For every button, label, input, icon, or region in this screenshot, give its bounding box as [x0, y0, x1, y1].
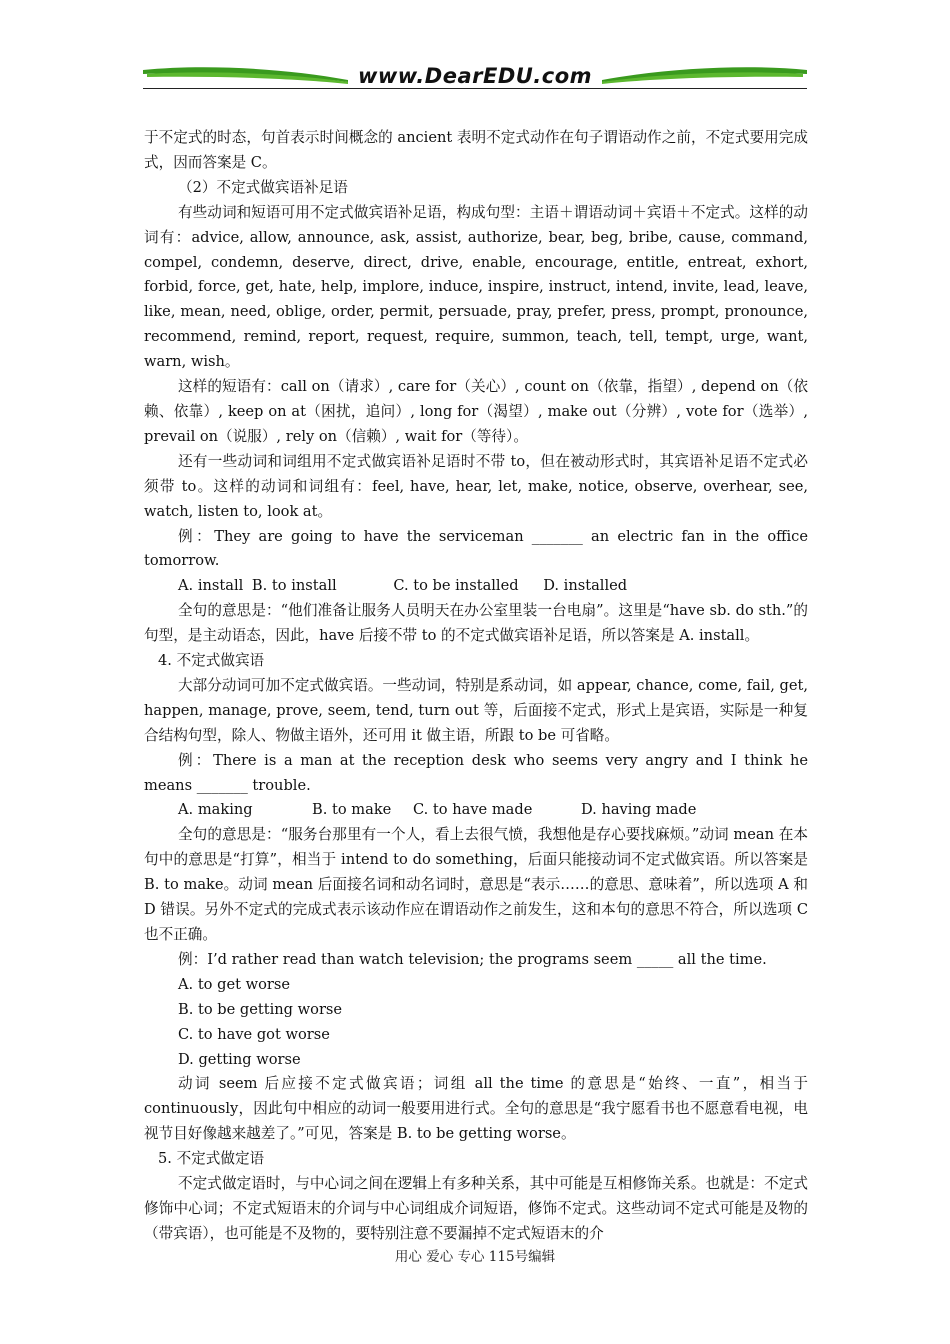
paragraph: 这样的短语有：call on（请求）, care for（关心）, count on（依靠，指望）, depend on（依赖、依靠）, keep on at（困扰，追问）, long for（渴望）, make out（分辨）, vote for（选举）, prevail on（说服）, rely on（信赖）, wait for（等待）。 — [144, 378, 808, 445]
paragraph: 动词 seem 后应接不定式做宾语；词组 all the time 的意思是“始终、一直”，相当于 continuously，因此句中相应的动词一般要用进行式。全句的意思是“我宁愿看书也不愿意看电视，电视节目好像越来越差了。”可见，答案是 B. to be getting worse。 — [144, 1075, 808, 1143]
paragraph: 全句的意思是：“他们准备让服务人员明天在办公室里装一台电扇”。这里是“have sb. do sth.”的句型，是主动语态，因此，have 后接不带 to 的不定式做宾语补足语，所以答案是 A. install。 — [144, 602, 808, 645]
paragraph: 还有一些动词和词组用不定式做宾语补足语时不带 to，但在被动形式时，其宾语补足语不定式必须带 to。这样的动词和词组有：feel, have, hear, let, make, notice, observe, overhear, see, watch, listen to, look at。 — [144, 452, 808, 520]
site-logo-text: www.DearEDU.com — [357, 64, 593, 88]
option-b: B. to be getting worse — [178, 1000, 343, 1018]
option-d: D. having made — [581, 801, 697, 819]
page-header — [143, 62, 807, 94]
paragraph: 不定式做定语时，与中心词之间在逻辑上有多种关系，其中可能是互相修饰关系。也就是：不定式修饰中心词；不定式短语末的介词与中心词组成介词短语，修饰不定式。这些动词不定式可能是及物的（带宾语），也可能是不及物的，要特别注意不要漏掉不定式短语末的介 — [144, 1175, 808, 1242]
option-a: A. install — [178, 577, 244, 595]
option-d: D. installed — [543, 577, 628, 595]
answer-options — [144, 798, 808, 823]
document-body — [144, 126, 808, 1247]
option-d: D. getting worse — [178, 1050, 301, 1068]
section-heading: 5. 不定式做定语 — [158, 1150, 265, 1168]
page-footer: 用心 爱心 专心 115号编辑 — [394, 1249, 556, 1265]
example-question: 例：I’d rather read than watch television; the programs seem _____ all the time. — [178, 950, 767, 968]
section-heading: 4. 不定式做宾语 — [158, 652, 265, 670]
header-rule — [143, 88, 807, 89]
option-b: B. to make — [312, 801, 392, 819]
section-heading: （2）不定式做宾语补足语 — [178, 178, 348, 196]
option-a: A. making — [178, 801, 253, 819]
option-c: C. to have got worse — [178, 1025, 330, 1043]
answer-options — [144, 574, 808, 599]
example-question: 例：There is a man at the reception desk who seems very angry and I think he means _______ trouble. — [144, 751, 808, 794]
paragraph: 于不定式的时态，句首表示时间概念的 ancient 表明不定式动作在句子谓语动作之前，不定式要用完成式，因而答案是 C。 — [144, 129, 808, 171]
example-question: 例：They are going to have the serviceman _______ an electric fan in the office tomorrow. — [144, 527, 808, 570]
option-c: C. to have made — [413, 801, 533, 819]
option-c: C. to be installed — [393, 577, 519, 595]
paragraph: 有些动词和短语可用不定式做宾语补足语，构成句型：主语＋谓语动词＋宾语＋不定式。这样的动词有：advice, allow, announce, ask, assist, authorize, bear, beg, bribe, cause, command, compel, condemn, deserve, direct, drive, enable, encourage, entitle, entreat, exhort, forbid, force, get, hate, help, implore, induce, inspire, instruct, intend, invite, lead, leave, like, mean, need, oblige, order, permit, persuade, pray, prefer, press, prompt, pronounce, recommend, remind, report, request, require, summon, teach, tell, tempt, urge, want, warn, wish。 — [144, 203, 808, 371]
paragraph: 全句的意思是：“服务台那里有一个人，看上去很气愤，我想他是存心要找麻烦。”动词 mean 在本句中的意思是“打算”，相当于 intend to do something，后面只能接动词不定式做宾语。所以答案是 B. to make。动词 mean 后面接名词和动名词时，意思是“表示……的意思、意味着”，所以选项 A 和 D 错误。另外不定式的完成式表示该动作应在谓语动作之前发生，这和本句的意思不符合，所以选项 C 也不正确。 — [144, 826, 808, 943]
option-a: A. to get worse — [178, 975, 290, 993]
paragraph: 大部分动词可加不定式做宾语。一些动词，特别是系动词，如 appear, chance, come, fail, get, happen, manage, prove, seem, tend, turn out 等，后面接不定式，形式上是宾语，实际是一种复合结构句型，除人、物做主语外，还可用 it 做主语，所跟 to be 可省略。 — [144, 676, 808, 744]
option-b: B. to install — [251, 577, 337, 595]
